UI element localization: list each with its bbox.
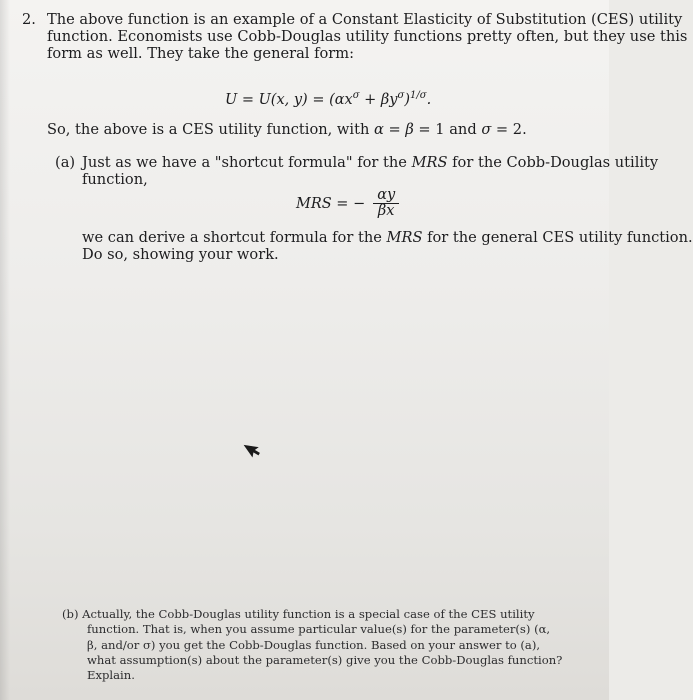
mrs-numerator: αy bbox=[377, 187, 396, 203]
part-a-label: (a) bbox=[55, 154, 76, 171]
part-a-line1-text: Just as we have a "shortcut formula" for the MRS for the Cobb-Douglas utility bbox=[82, 154, 659, 171]
part-b-line: Explain. bbox=[87, 668, 135, 683]
part-b-line: function. That is, when you assume particular value(s) for the parameter(s) (α, bbox=[87, 622, 551, 637]
question-intro bbox=[47, 11, 688, 62]
part-b-line: what assumption(s) about the parameter(s) give you the Cobb-Douglas function? bbox=[87, 652, 563, 667]
part-a-line3-text: we can derive a shortcut formula for the MRS for the general CES utility function. bbox=[82, 229, 693, 246]
intro-line: form as well. They take the general form: bbox=[47, 45, 355, 62]
intro-line: The above function is an example of a Constant Elasticity of Substitution (CES) utility bbox=[47, 11, 683, 28]
mrs-lhs: MRS = − bbox=[296, 195, 366, 212]
part-a-line3 bbox=[82, 229, 693, 246]
part-b-line: β, and/or σ) you get the Cobb-Douglas function. Based on your answer to (a), bbox=[87, 637, 541, 652]
part-a-line2: function, bbox=[82, 171, 148, 188]
part-b bbox=[62, 607, 562, 683]
ces-formula bbox=[225, 87, 431, 109]
intro-line: function. Economists use Cobb-Douglas utility functions pretty often, but they use this bbox=[47, 28, 688, 45]
part-a-line4: Do so, showing your work. bbox=[82, 246, 279, 263]
part-b-line: (b) Actually, the Cobb-Douglas utility function is a special case of the CES utility bbox=[62, 607, 535, 621]
ces-formula-text: U = U(x, $y) = (\alpha x^\sigma + \beta y^\sigma)^{1/\sigma}$. bbox=[225, 90, 432, 108]
mrs-fraction bbox=[373, 188, 399, 219]
question-number: 2. bbox=[22, 11, 36, 28]
mrs-denominator: βx bbox=[377, 203, 395, 219]
part-a-line1 bbox=[82, 154, 658, 171]
so-line-text: So, the above is a CES utility function, with α = β = 1 and σ = 2. bbox=[47, 121, 527, 138]
so-line bbox=[47, 121, 527, 138]
mrs-formula bbox=[296, 188, 399, 219]
mouse-pointer-icon bbox=[246, 440, 260, 458]
page-edge-shadow bbox=[0, 0, 10, 700]
